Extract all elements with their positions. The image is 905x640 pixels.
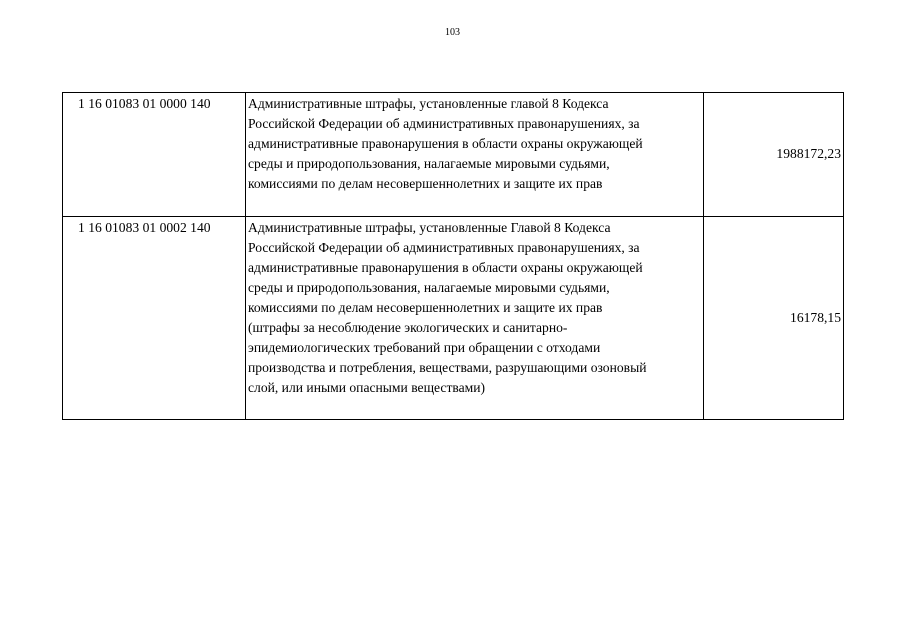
description-line: (штрафы за несоблюдение экологических и санитарно- [248, 320, 568, 335]
description-line: административные правонарушения в области охраны окружающей [248, 260, 643, 275]
description-line: комиссиями по делам несовершеннолетних и защите их прав [248, 300, 603, 315]
description-line: Российской Федерации об административных правонарушениях, за [248, 116, 640, 131]
budget-code-cell: 1 16 01083 01 0002 140 [63, 217, 246, 420]
description-line: среды и природопользования, налагаемые мировыми судьями, [248, 156, 610, 171]
description-line: административные правонарушения в области охраны окружающей [248, 136, 643, 151]
description-cell [246, 217, 704, 420]
description-line: Российской Федерации об административных правонарушениях, за [248, 240, 640, 255]
amount-cell: 1988172,23 [704, 93, 844, 217]
description-line: среды и природопользования, налагаемые мировыми судьями, [248, 280, 610, 295]
page-number: 103 [445, 27, 460, 38]
description-line: Административные штрафы, установленные главой 8 Кодекса [248, 96, 609, 111]
description-cell [246, 93, 704, 217]
amount-cell: 16178,15 [704, 217, 844, 420]
table-row [63, 217, 844, 420]
description-line: эпидемиологических требований при обращении с отходами [248, 340, 601, 355]
description-line: производства и потребления, веществами, разрушающими озоновый [248, 360, 647, 375]
description-line: комиссиями по делам несовершеннолетних и защите их прав [248, 176, 603, 191]
budget-code-cell: 1 16 01083 01 0000 140 [63, 93, 246, 217]
description-line: Административные штрафы, установленные Главой 8 Кодекса [248, 220, 611, 235]
description-line: слой, или иными опасными веществами) [248, 380, 486, 395]
table-row [63, 93, 844, 217]
revenue-table [62, 92, 844, 420]
